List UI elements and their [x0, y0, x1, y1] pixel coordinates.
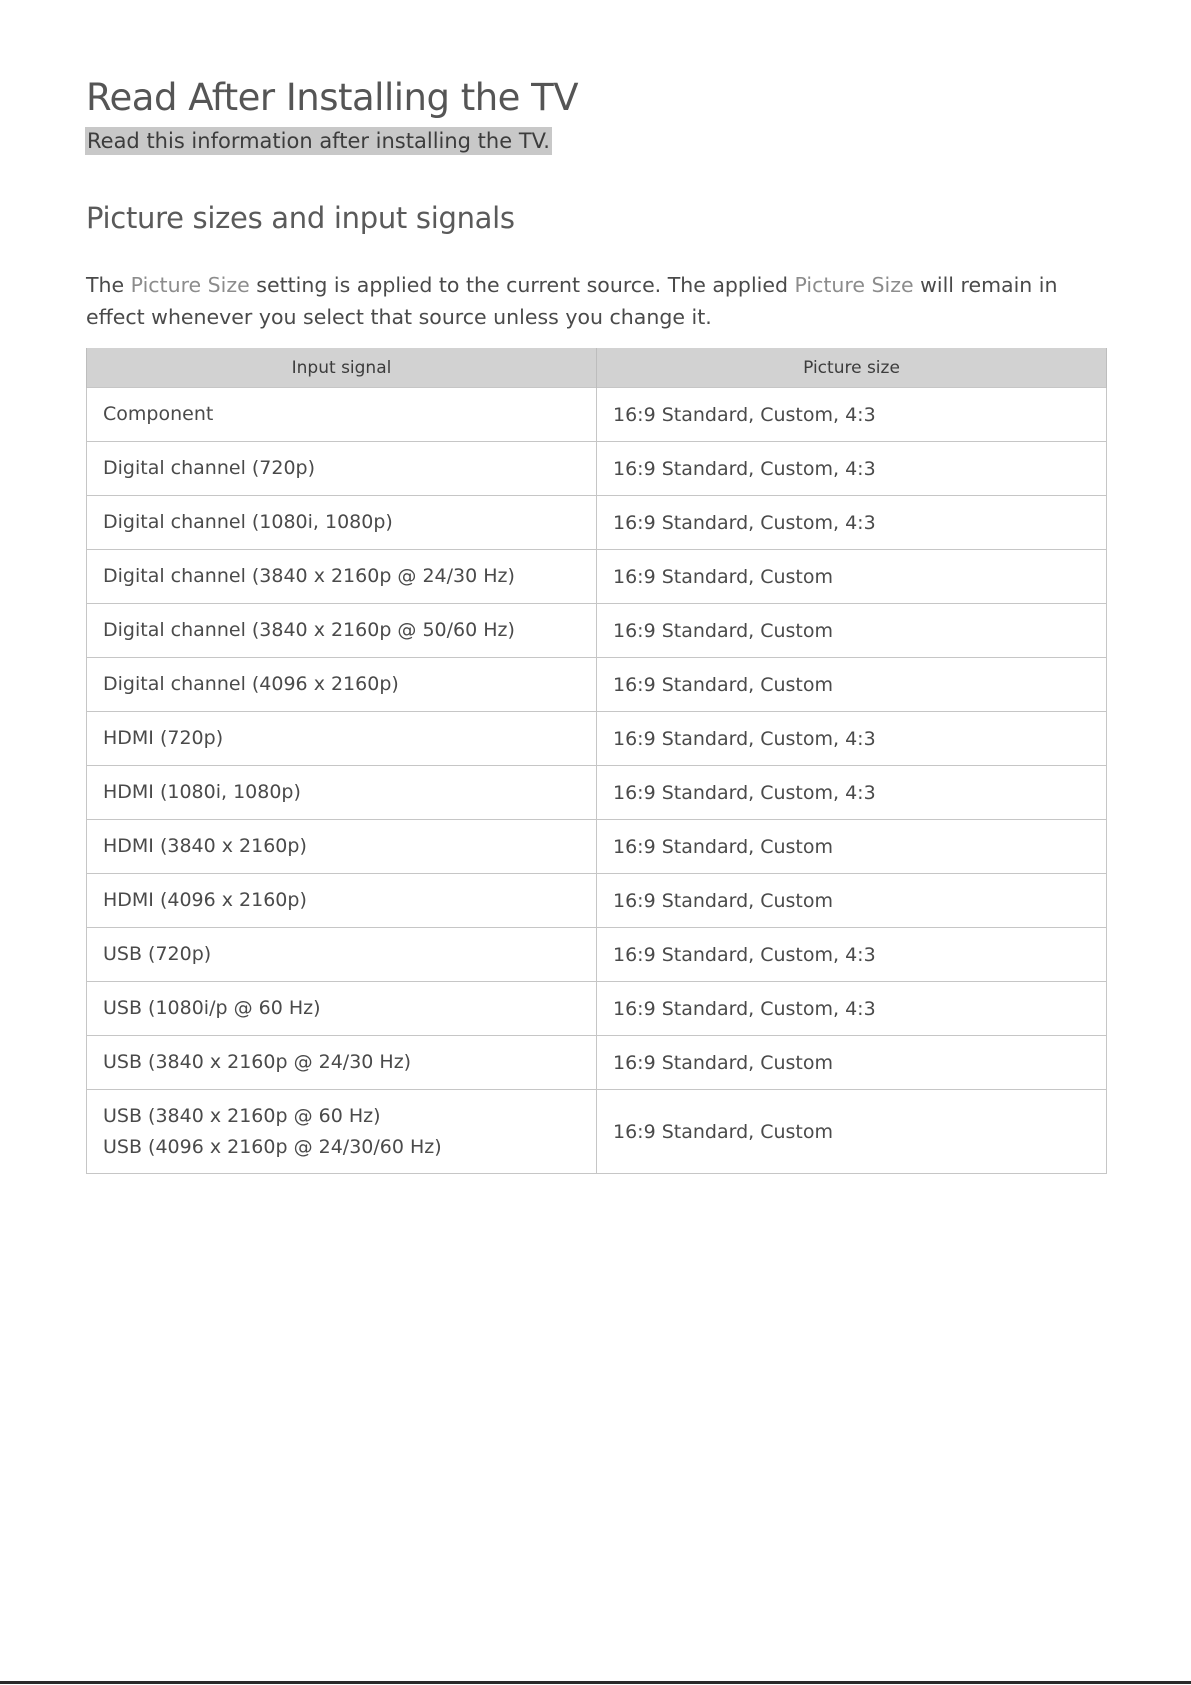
input-signal-text: HDMI (4096 x 2160p)	[103, 889, 307, 911]
input-signal-cell	[87, 442, 597, 496]
table-row	[87, 820, 1107, 874]
picture-size-cell: 16:9 Standard, Custom, 4:3	[597, 712, 1107, 766]
intro-text-1: The	[86, 273, 131, 297]
section-title: Picture sizes and input signals	[86, 201, 515, 235]
input-signal-cell	[87, 874, 597, 928]
input-signal-cell	[87, 820, 597, 874]
input-signal-cell	[87, 712, 597, 766]
intro-text-2: setting is applied to the current source. The applied	[249, 273, 795, 297]
picture-size-cell: 16:9 Standard, Custom	[597, 1036, 1107, 1090]
column-header-picture-size: Picture size	[597, 348, 1107, 388]
picture-size-cell: 16:9 Standard, Custom, 4:3	[597, 928, 1107, 982]
input-signal-cell	[87, 766, 597, 820]
table-row	[87, 712, 1107, 766]
input-signal-text: USB (4096 x 2160p @ 24/30/60 Hz)	[103, 1135, 442, 1158]
input-signal-cell	[87, 658, 597, 712]
input-signal-text: USB (1080i/p @ 60 Hz)	[103, 997, 321, 1019]
input-signal-text: Digital channel (3840 x 2160p @ 24/30 Hz)	[103, 565, 515, 587]
column-header-input-signal: Input signal	[87, 348, 597, 388]
picture-size-cell: 16:9 Standard, Custom	[597, 604, 1107, 658]
input-signal-text: HDMI (720p)	[103, 727, 224, 749]
table-row	[87, 604, 1107, 658]
input-signal-cell	[87, 550, 597, 604]
picture-size-term: Picture Size	[794, 273, 914, 297]
input-signal-cell	[87, 982, 597, 1036]
table-row	[87, 496, 1107, 550]
picture-size-cell: 16:9 Standard, Custom	[597, 658, 1107, 712]
input-signal-text: Digital channel (4096 x 2160p)	[103, 673, 399, 695]
table-body	[87, 388, 1107, 1174]
intro-paragraph	[86, 269, 1096, 333]
picture-size-cell: 16:9 Standard, Custom, 4:3	[597, 388, 1107, 442]
page-title: Read After Installing the TV	[86, 76, 579, 119]
table-row	[87, 658, 1107, 712]
input-signal-text: HDMI (1080i, 1080p)	[103, 781, 301, 803]
input-signal-text: Digital channel (3840 x 2160p @ 50/60 Hz)	[103, 619, 515, 641]
picture-size-cell: 16:9 Standard, Custom, 4:3	[597, 982, 1107, 1036]
input-signal-cell	[87, 1090, 597, 1174]
picture-size-cell: 16:9 Standard, Custom, 4:3	[597, 442, 1107, 496]
table-header-row	[87, 348, 1107, 388]
table-row	[87, 928, 1107, 982]
picture-size-term: Picture Size	[130, 273, 250, 297]
input-signal-text: Component	[103, 403, 214, 425]
input-signal-cell	[87, 388, 597, 442]
table-row	[87, 388, 1107, 442]
table-row	[87, 442, 1107, 496]
page-subtitle: Read this information after installing the TV.	[87, 129, 550, 153]
table-row	[87, 982, 1107, 1036]
picture-size-cell: 16:9 Standard, Custom	[597, 1090, 1107, 1174]
table-row	[87, 550, 1107, 604]
input-signal-cell	[87, 496, 597, 550]
table-row	[87, 1036, 1107, 1090]
input-signal-text: Digital channel (720p)	[103, 457, 316, 479]
table-row	[87, 874, 1107, 928]
intro-text-3: will remain in effect whenever you select that source unless you change it.	[86, 273, 1058, 329]
input-signal-text: HDMI (3840 x 2160p)	[103, 835, 307, 857]
input-signal-text: USB (720p)	[103, 943, 212, 965]
page-bottom-rule	[0, 1681, 1191, 1684]
input-signal-cell	[87, 928, 597, 982]
picture-size-cell: 16:9 Standard, Custom, 4:3	[597, 496, 1107, 550]
input-signal-cell	[87, 1036, 597, 1090]
picture-size-table	[86, 348, 1107, 1174]
input-signal-cell	[87, 604, 597, 658]
input-signal-text: Digital channel (1080i, 1080p)	[103, 511, 393, 533]
picture-size-cell: 16:9 Standard, Custom	[597, 820, 1107, 874]
input-signal-text: USB (3840 x 2160p @ 24/30 Hz)	[103, 1051, 412, 1073]
table-row	[87, 766, 1107, 820]
input-signal-text: USB (3840 x 2160p @ 60 Hz)	[103, 1104, 381, 1127]
picture-size-cell: 16:9 Standard, Custom	[597, 550, 1107, 604]
picture-size-cell: 16:9 Standard, Custom	[597, 874, 1107, 928]
table-row	[87, 1090, 1107, 1174]
picture-size-cell: 16:9 Standard, Custom, 4:3	[597, 766, 1107, 820]
